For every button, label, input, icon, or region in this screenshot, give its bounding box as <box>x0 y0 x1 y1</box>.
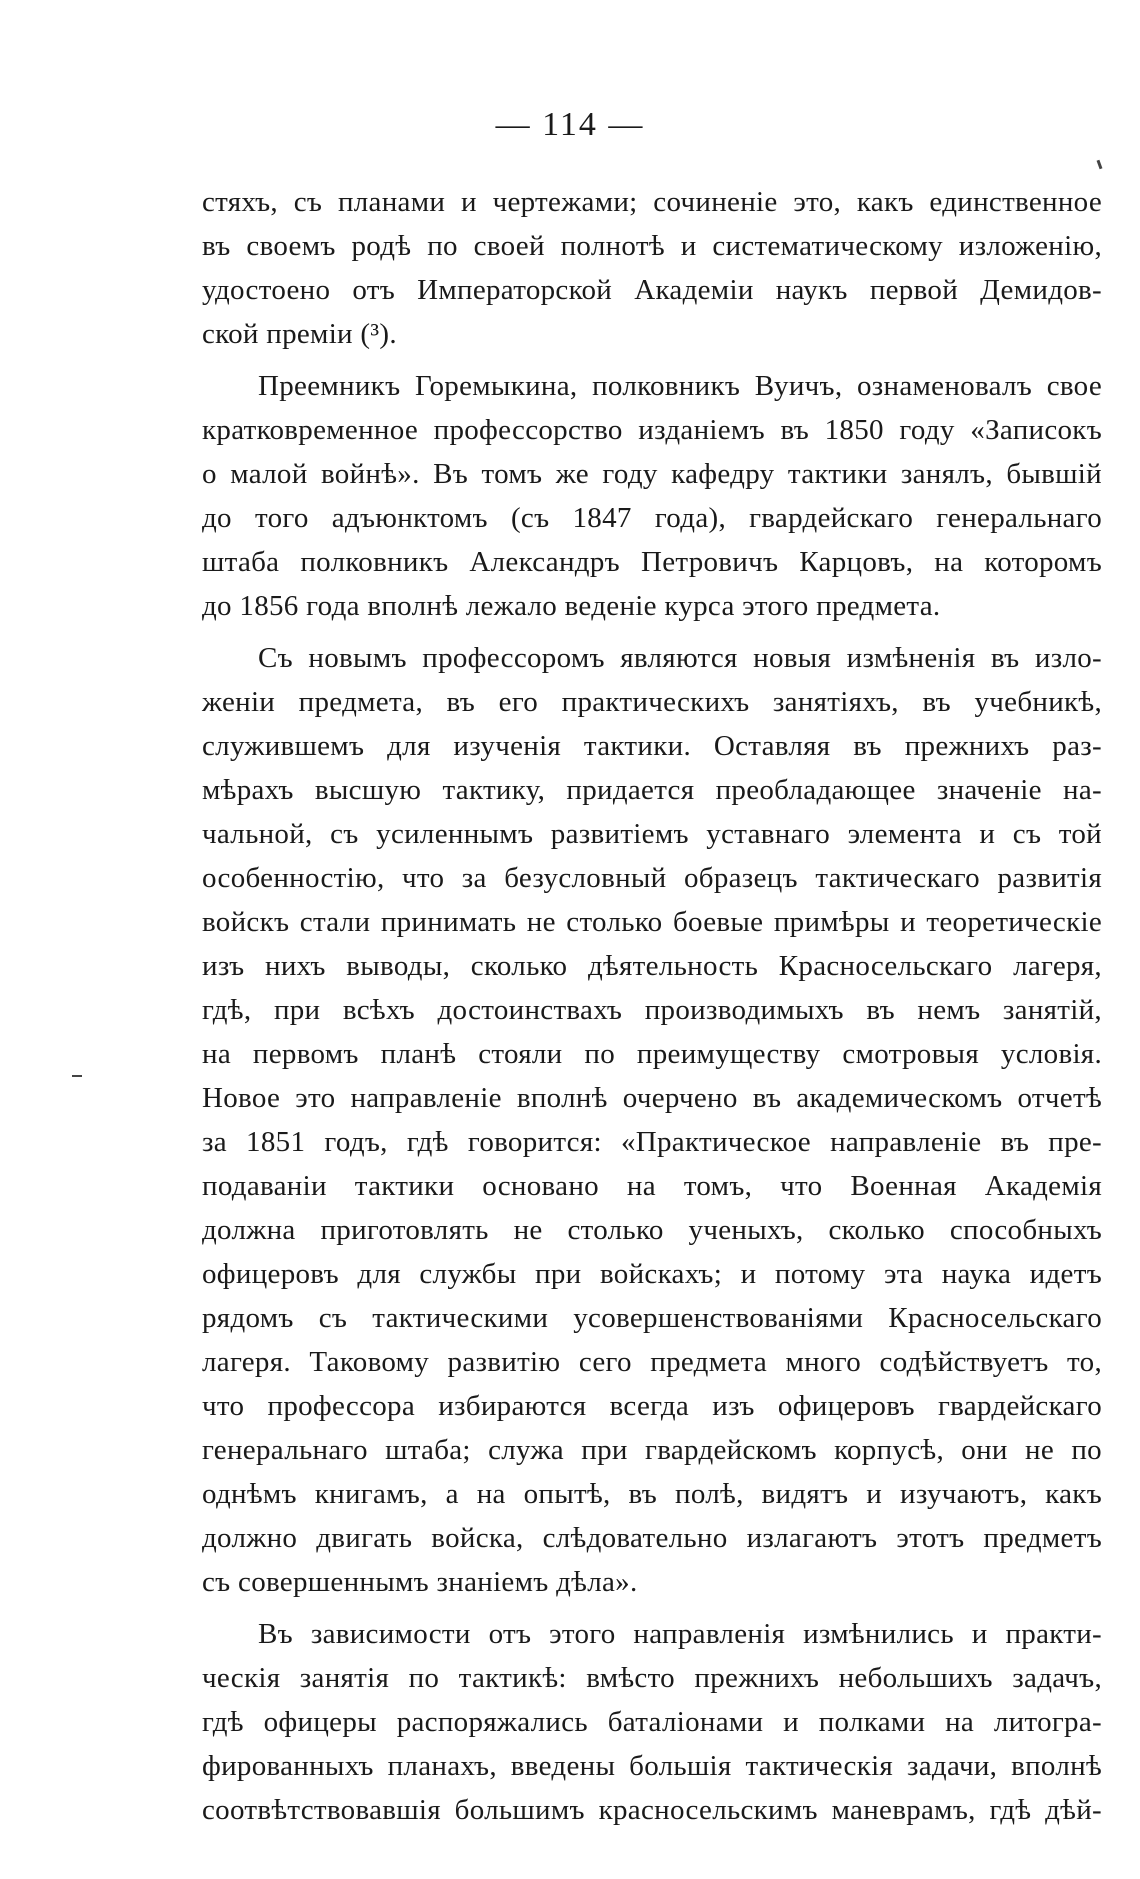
text-line: съ совершеннымъ знаніемъ дѣла». <box>202 1566 638 1598</box>
text-line: штаба полковникъ Александръ Петровичъ Карцовъ, на которомъ <box>202 546 1102 578</box>
ink-speck <box>72 1075 82 1077</box>
page-number: — 114 — <box>495 106 645 143</box>
text-line: офицеровъ для службы при войскахъ; и потому эта наука идетъ <box>202 1258 1102 1290</box>
text-line: особенностію, что за безусловный образецъ тактическаго развитія <box>202 862 1102 894</box>
text-line: служившемъ для изученія тактики. Оставляя въ прежнихъ раз- <box>202 730 1102 762</box>
text-line: лагеря. Таковому развитію сего предмета много содѣйствуетъ то, <box>202 1346 1102 1378</box>
text-line: однѣмъ книгамъ, а на опытѣ, въ полѣ, видятъ и изучаютъ, какъ <box>202 1478 1102 1510</box>
text-line: ческія занятія по тактикѣ: вмѣсто прежнихъ небольшихъ задачъ, <box>202 1662 1102 1694</box>
text-line: о малой войнѣ». Въ томъ же году кафедру тактики занялъ, бывшій <box>202 458 1102 490</box>
paragraph-2 <box>202 364 1102 628</box>
text-line: фированныхъ планахъ, введены большія тактическія задачи, вполнѣ <box>202 1750 1102 1782</box>
text-line: соотвѣтствовавшія большимъ красносельскимъ маневрамъ, гдѣ дѣй- <box>202 1794 1102 1826</box>
text-line: кратковременное профессорство изданіемъ въ 1850 году «Записокъ <box>202 414 1102 446</box>
text-line: мѣрахъ высшую тактику, придается преобладающее значеніе на- <box>202 774 1102 806</box>
text-line: гдѣ, при всѣхъ достоинствахъ производимыхъ въ немъ занятій, <box>202 994 1102 1026</box>
paragraph-4 <box>202 1612 1102 1832</box>
text-line: что профессора избираются всегда изъ офицеровъ гвардейскаго <box>202 1390 1102 1422</box>
text-line: изъ нихъ выводы, сколько дѣятельность Красносельскаго лагеря, <box>202 950 1102 982</box>
text-line: чальной, съ усиленнымъ развитіемъ уставнаго элемента и съ той <box>202 818 1102 850</box>
body-text <box>202 180 1102 1832</box>
text-line: на первомъ планѣ стояли по преимуществу смотровыя условія. <box>202 1038 1102 1070</box>
text-line: подаваніи тактики основано на томъ, что Военная Академія <box>202 1170 1102 1202</box>
text-line: стяхъ, съ планами и чертежами; сочиненіе это, какъ единственное <box>202 186 1102 218</box>
text-line: Преемникъ Горемыкина, полковникъ Вуичъ, ознаменовалъ свое <box>258 370 1102 402</box>
text-line: должно двигать войска, слѣдовательно излагаютъ этотъ предметъ <box>202 1522 1102 1554</box>
text-line: Съ новымъ профессоромъ являются новыя измѣненія въ изло- <box>258 642 1102 674</box>
text-line: рядомъ съ тактическими усовершенствованіями Красносельскаго <box>202 1302 1102 1334</box>
text-line: до того адъюнктомъ (съ 1847 года), гвардейскаго генеральнаго <box>202 502 1102 534</box>
text-line: удостоено отъ Императорской Академіи наукъ первой Демидов- <box>202 274 1102 306</box>
text-line: Новое это направленіе вполнѣ очерчено въ академическомъ отчетѣ <box>202 1082 1102 1114</box>
text-line: до 1856 года вполнѣ лежало веденіе курса этого предмета. <box>202 590 941 622</box>
text-line: Въ зависимости отъ этого направленія измѣнились и практи- <box>258 1618 1102 1650</box>
paragraph-1 <box>202 180 1102 356</box>
text-line: генеральнаго штаба; служа при гвардейскомъ корпусѣ, они не по <box>202 1434 1102 1466</box>
text-line: гдѣ офицеры распоряжались баталіонами и полками на литогра- <box>202 1706 1102 1738</box>
text-line: должна приготовлять не столько ученыхъ, сколько способныхъ <box>202 1214 1102 1246</box>
text-line: женіи предмета, въ его практическихъ занятіяхъ, въ учебникѣ, <box>202 686 1102 718</box>
text-line: въ своемъ родѣ по своей полнотѣ и систематическому изложенію, <box>202 230 1102 262</box>
paragraph-3 <box>202 636 1102 1604</box>
ink-speck <box>1097 160 1103 169</box>
text-line: ской преміи (³). <box>202 318 397 350</box>
text-line: войскъ стали принимать не столько боевые примѣры и теоретическіе <box>202 906 1102 938</box>
text-line: за 1851 годъ, гдѣ говорится: «Практическое направленіе въ пре- <box>202 1126 1102 1158</box>
